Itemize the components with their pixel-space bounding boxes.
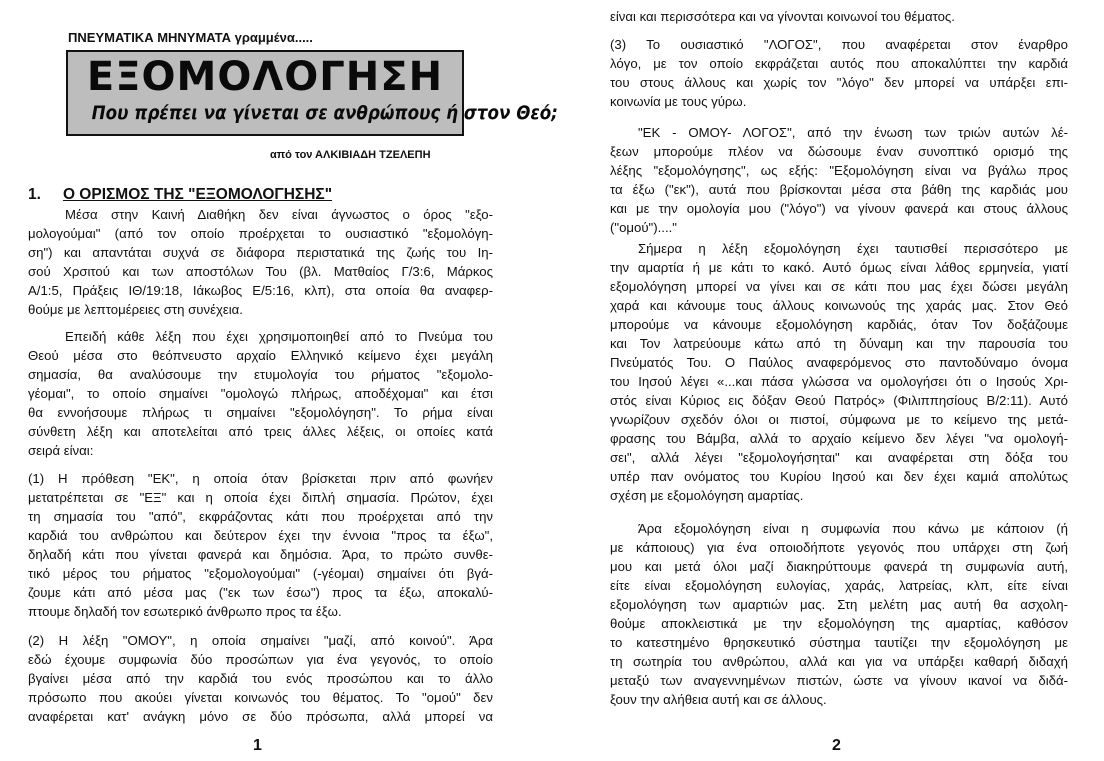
banner-subtitle: Που πρέπει να γίνεται σε ανθρώπους ή στον Θεό;	[91, 102, 558, 124]
text-line: το κατεστημένο θρησκευτικό σύστημα ταυτίζει την εξομολόγηση με	[610, 635, 1068, 650]
text-line: (1) Η πρόθεση "ΕΚ", η οποία όταν βρίσκεται πριν από φωνήεν	[28, 471, 493, 486]
text-line: αναφέρεται κατ' ανάγκη μόνο σε δύο πρόσωπα, αλλά μπορεί να	[28, 709, 493, 724]
text-line: εξομολόγηση των αμαρτιών μας. Στη μελέτη μας αυτή θα ασχολη-	[610, 597, 1068, 612]
text-line: Μέσα στην Καινή Διαθήκη δεν είναι άγνωστος ο όρος "εξο-	[65, 207, 493, 222]
banner-title: ΕΞΟΜΟΛΟΓΗΣΗ	[86, 54, 444, 100]
text-line: ξεων μπορούμε πλέον να δώσουμε έναν συνοπτικό ορισμό της	[610, 144, 1068, 159]
text-line: πτουμε δηλαδή τον εσωτερικό άνθρωπο προς τα έξω.	[28, 604, 342, 619]
section-number: 1.	[28, 186, 41, 203]
text-line: κοινωνία με τους γύρω.	[610, 94, 747, 109]
text-line: είναι και περισσότερα και να γίνονται κοινωνοί του θέματος.	[610, 9, 955, 24]
text-line: τη σωτηρία του ανθρώπου, αλλά και για να υπάρξει καθαρή διδαχή	[610, 654, 1068, 669]
title-banner	[66, 50, 558, 136]
text-line: φρασης του Βάμβα, αλλά το αρχαίο κείμενο δεν λέγει "να ομολογή-	[610, 431, 1068, 446]
text-line: Θεού μέσα στο θεόπνευστο αρχαίο Ελληνικό κείμενο έχει μεγάλη	[28, 348, 493, 363]
text-line: θούμε με λεπτομέρειες στη συνέχεια.	[28, 302, 243, 317]
text-line: Σήμερα η λέξη εξομολόγηση έχει ταυτισθεί περισσότερο με	[638, 241, 1068, 256]
text-line: σύνθετη λέξη και αποτελείται από τρεις άλλες λέξεις, οι οποίες κατά	[28, 424, 493, 439]
right-page	[552, 0, 1104, 761]
text-line: ("ομού")...."	[610, 220, 677, 235]
text-line: λόγο, με τον οποίο εκφράζεται αυτός που αποκαλύπτει την καρδιά	[610, 56, 1068, 71]
text-line: τικό μέρος του ρήματος "εξομολογούμαι" (-γέομαι) σημαίνει ότι βγά-	[28, 566, 493, 581]
text-line: ση") και απαντάται συχνά σε διάφορα περιστατικά της ζωής του Ιη-	[28, 245, 493, 260]
text-line: Α/1:5, Πράξεις ΙΘ/19:18, Ιάκωβος Ε/5:16, κλπ), στα οποία θα αναφερ-	[28, 283, 493, 298]
text-line: την αμαρτία ή με κάτι το κακό. Αυτό όμως είναι λάθος ερμηνεία, γιατί	[610, 260, 1068, 275]
text-line: Πνεύματός Του. Ο Παύλος αναφερόμενος στο παντοδύναμο όνομα	[610, 355, 1068, 370]
text-line: λέξης "εξομολόγησης", ως εξής: "Εξομολόγηση είναι να βγάλω προς	[610, 163, 1068, 178]
text-line: δηλαδή κάτι που γίνεται φανερά και δημόσια. Άρα, το πρώτο συνθε-	[28, 547, 493, 562]
page-number: 2	[832, 737, 841, 754]
text-line: σημασία, θα αναλύσουμε την ετυμολογία του ρήματος "εξομολο-	[28, 367, 493, 382]
text-line: και με την ομολογία μου ("λόγο") να γίνουν φανερά και στους άλλους	[610, 201, 1068, 216]
text-line: στός είναι Κύριος εις δόξαν Θεού Πατρός» (Φιλιππησίους Β/2:11). Αυτό	[610, 393, 1068, 408]
section-title: Ο ΟΡΙΣΜΟΣ ΤΗΣ "ΕΞΟΜΟΛΟΓΗΣΗΣ"	[62, 186, 333, 203]
text-line: ξουν την αλήθεια αυτή και σε άλλους.	[610, 692, 827, 707]
text-line: μεταξύ των αναγεννημένων πιστών, ώστε να γίνουν ικανοί να διδά-	[610, 673, 1068, 688]
text-line: γέομαι", το οποίο σημαίνει "ομολογώ πλήρως, αποδέχομαι" και έτσι	[28, 386, 493, 401]
text-line: με κάποιους) για ένα οποιοδήποτε γεγονός που υπάρχει στη ζωή	[610, 540, 1068, 555]
text-line: μπορούμε να κάνουμε εξομολόγηση καρδιάς, όταν Τον δοξάζουμε	[610, 317, 1068, 332]
text-line: τα έξω ("εκ"), αυτά που βρίσκονται μέσα στα βάθη της καρδιάς μου	[610, 182, 1068, 197]
text-line: πρόσωπο που ακούει γίνεται κοινωνός του θέματος. Το "ομού" δεν	[28, 690, 493, 705]
text-line: του στους άλλους και χωρίς τον "λόγο" δεν μπορεί να υπάρξει επι-	[610, 75, 1068, 90]
text-line: μου και μετά όλοι μαζί διακηρύττουμε φανερά τη συμφωνία αυτή,	[610, 559, 1068, 574]
text-line: μετατρέπεται σε "ΕΞ" και η οποία έχει διπλή σημασία. Πρώτον, έχει	[28, 490, 493, 505]
text-line: του Ιησού λέγει «...και πάσα γλώσσα να ομολογήσει ότι ο Ιησούς Χρι-	[610, 374, 1068, 389]
section-heading	[28, 186, 332, 204]
text-line: (3) Το ουσιαστικό "ΛΟΓΟΣ", που αναφέρεται στον έναρθρο	[610, 37, 1068, 52]
text-line: θα εννοήσουμε πλήρως τι σημαίνει "εξομολόγηση". Το ρήμα είναι	[28, 405, 493, 420]
text-line: τη σημασία του "από", εκφράζοντας κάτι που προέρχεται από την	[28, 509, 493, 524]
text-line: και Τον λατρεύουμε κάτω από τη δύναμη και την παρουσία του	[610, 336, 1068, 351]
text-line: βγαίνει μέσα από την καρδιά του ενός προσώπου και το άλλο	[28, 671, 493, 686]
author-line: από τον ΑΛΚΙΒΙΑΔΗ ΤΖΕΛΕΠΗ	[270, 149, 431, 161]
text-line: μολογούμαι" (από τον οποίο προέρχεται το ουσιαστικό "εξομολόγη-	[28, 226, 493, 241]
text-line: (2) Η λέξη "ΟΜΟΥ", η οποία σημαίνει "μαζί, από κοινού". Άρα	[28, 633, 493, 648]
series-title: ΠΝΕΥΜΑΤΙΚΑ ΜΗΝΥΜΑΤΑ γραμμένα.....	[68, 30, 313, 45]
text-line: γνωρίζουν σχεδόν όλοι οι πιστοί, σύμφωνα με το κείμενο της μετά-	[610, 412, 1068, 427]
text-line: χαρά και κάνουμε τους άλλους κοινωνούς της χαράς μας. Στον Θεό	[610, 298, 1068, 313]
text-line: είτε είναι εξομολόγηση ευλογίας, χαράς, λατρείας, κλπ, είτε είναι	[610, 578, 1068, 593]
text-line: σει", αλλά λέγει "εξομολογήσηται" και αναφέρεται στη δόξα του	[610, 450, 1068, 465]
text-line: θούμε αποκλειστικά με την εξομολόγηση της αμαρτίας, καθόσον	[610, 616, 1068, 631]
text-line: "ΕΚ - ΟΜΟΥ- ΛΟΓΟΣ", από την ένωση των τριών αυτών λέ-	[638, 125, 1068, 140]
text-line: σχέση με εξομολόγηση αμαρτίας.	[610, 488, 804, 503]
text-line: Άρα εξομολόγηση είναι η συμφωνία που κάνω με κάποιον (ή	[638, 521, 1068, 536]
text-line: εδώ έχουμε συμφωνία δύο προσώπων για ένα γεγονός, το οποίο	[28, 652, 493, 667]
text-line: σειρά είναι:	[28, 443, 94, 458]
text-line: Επειδή κάθε λέξη που έχει χρησιμοποιηθεί από το Πνεύμα του	[65, 329, 493, 344]
text-line: σού Χρσιτού και των αποστόλων Του (βλ. Ματθαίος Γ/3:6, Μάρκος	[28, 264, 493, 279]
text-line: ζουμε κάτι από μέσα μας ("εκ των έσω") προς τα έξω, αποκαλύ-	[28, 585, 493, 600]
page-number: 1	[253, 737, 262, 754]
text-line: υπέρ παν ονόματος του Κυρίου Ιησού και δεν έχει καμιά απολύτως	[610, 469, 1068, 484]
text-line: εξομολόγηση μπορεί να γίνει και σε κάτι που μας έχει δώσει μεγάλη	[610, 279, 1068, 294]
text-line: καρδιά του ανθρώπου και δεύτερον έχει την έννοια "προς τα έξω",	[28, 528, 493, 543]
